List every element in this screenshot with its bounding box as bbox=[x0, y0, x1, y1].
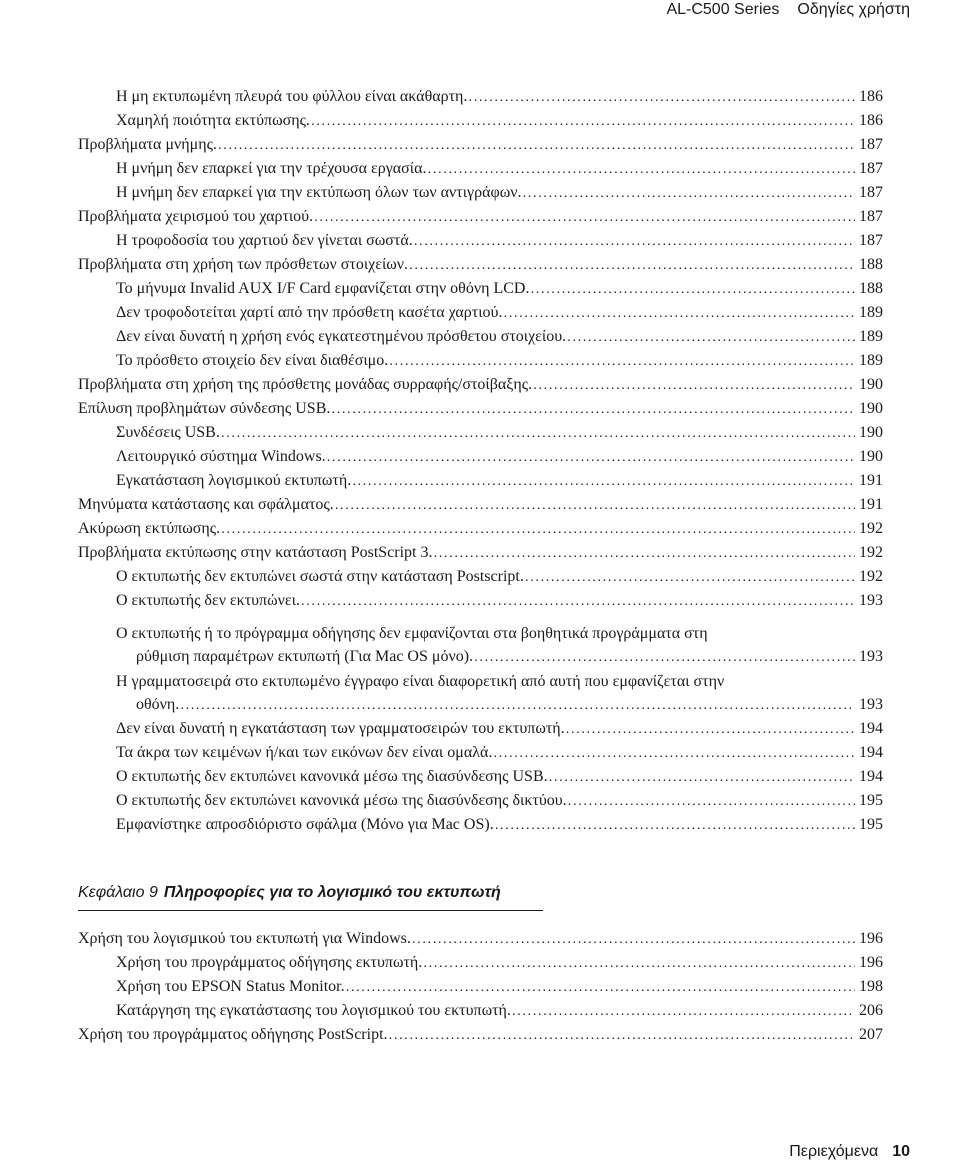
footer-section: Περιεχόμενα bbox=[789, 1143, 879, 1160]
toc-entry-text: Η μη εκτυπωμένη πλευρά του φύλλου είναι ακάθαρτη. bbox=[116, 88, 468, 105]
toc-leader bbox=[532, 376, 855, 392]
toc-entry-page: 188 bbox=[859, 280, 883, 297]
chapter-title: Πληροφορίες για το λογισμικό του εκτυπωτή bbox=[163, 884, 501, 901]
toc-leader bbox=[492, 744, 855, 760]
toc-entry-page: 192 bbox=[859, 520, 883, 537]
toc-entry[interactable] bbox=[78, 930, 883, 948]
page-footer bbox=[789, 1143, 910, 1161]
toc-entry[interactable] bbox=[116, 280, 883, 298]
toc-entry[interactable] bbox=[116, 424, 883, 442]
toc-entry-page: 190 bbox=[859, 424, 883, 441]
toc-leader bbox=[467, 88, 855, 104]
toc-entry[interactable] bbox=[116, 1002, 883, 1020]
toc-entry-page: 187 bbox=[859, 232, 883, 249]
toc-leader bbox=[351, 472, 855, 488]
toc-entry-page: 187 bbox=[859, 184, 883, 201]
toc-leader bbox=[433, 544, 856, 560]
toc-entry[interactable] bbox=[136, 696, 883, 714]
toc-entry-page: 187 bbox=[859, 136, 883, 153]
toc-entry-text: οθόνη. bbox=[136, 696, 180, 713]
header-text bbox=[666, 1, 910, 19]
toc-entry[interactable] bbox=[78, 1026, 883, 1044]
toc-entry[interactable] bbox=[116, 88, 883, 106]
toc-entry-text: Η μνήμη δεν επαρκεί για την τρέχουσα εργασία. bbox=[116, 160, 427, 177]
toc-entry-text: Λειτουργικό σύστημα Windows. bbox=[116, 448, 326, 465]
toc-entry-page: 194 bbox=[859, 720, 883, 737]
toc-entry-text: Προβλήματα χειρισμού του χαρτιού. bbox=[78, 208, 314, 225]
toc-entry-text: Συνδέσεις USB. bbox=[116, 424, 220, 441]
toc-entry-text: Εμφανίστηκε απροσδιόριστο σφάλμα (Μόνο για Mac OS). bbox=[116, 816, 494, 833]
toc-entry-text: Προβλήματα στη χρήση της πρόσθετης μονάδας συρραφής/στοίβαξης. bbox=[78, 376, 533, 393]
toc-entry-text: Η μνήμη δεν επαρκεί για την εκτύπωση όλων των αντιγράφων. bbox=[116, 184, 522, 201]
toc-leader bbox=[310, 112, 855, 128]
toc-entry[interactable] bbox=[116, 792, 883, 810]
toc-entry[interactable] bbox=[116, 184, 883, 202]
toc-entry-page: 195 bbox=[859, 816, 883, 833]
toc-entry[interactable] bbox=[116, 978, 883, 996]
toc-leader bbox=[524, 568, 855, 584]
toc-leader bbox=[411, 930, 855, 946]
toc-entry-text-line1[interactable]: Ο εκτυπωτής ή το πρόγραμμα οδήγησης δεν εμφανίζονται στα βοηθητικά προγράμματα στη bbox=[116, 625, 708, 642]
toc-entry-text: Δεν είναι δυνατή η χρήση ενός εγκατεστημένου πρόσθετου στοιχείου. bbox=[116, 328, 567, 345]
toc-entry-text: Χρήση του EPSON Status Monitor. bbox=[116, 978, 345, 995]
toc-entry-page: 189 bbox=[859, 352, 883, 369]
toc-leader bbox=[220, 520, 855, 536]
toc-entry-page: 189 bbox=[859, 304, 883, 321]
toc-entry-text: Ο εκτυπωτής δεν εκτυπώνει. bbox=[116, 592, 300, 609]
toc-entry[interactable] bbox=[116, 448, 883, 466]
toc-leader bbox=[388, 1026, 855, 1042]
toc-entry-page: 193 bbox=[859, 648, 883, 665]
toc-leader bbox=[334, 496, 855, 512]
toc-entry[interactable] bbox=[136, 648, 883, 666]
toc-entry-text: Προβλήματα στη χρήση των πρόσθετων στοιχείων. bbox=[78, 256, 409, 273]
toc-leader bbox=[529, 280, 855, 296]
toc-entry-page: 191 bbox=[859, 496, 883, 513]
toc-entry[interactable] bbox=[116, 160, 883, 178]
toc-leader bbox=[422, 954, 855, 970]
toc-entry-page: 194 bbox=[859, 744, 883, 761]
toc-entry[interactable] bbox=[116, 352, 883, 370]
toc-entry[interactable] bbox=[116, 592, 883, 610]
toc-entry-text: Ο εκτυπωτής δεν εκτυπώνει κανονικά μέσω της διασύνδεσης USB. bbox=[116, 768, 548, 785]
toc-leader bbox=[300, 592, 855, 608]
toc-leader bbox=[565, 720, 855, 736]
toc-entry-text: Εγκατάσταση λογισμικού εκτυπωτή. bbox=[116, 472, 352, 489]
toc-leader bbox=[473, 648, 855, 664]
toc-entry-page: 187 bbox=[859, 160, 883, 177]
toc-entry-page: 187 bbox=[859, 208, 883, 225]
toc-entry[interactable] bbox=[78, 256, 883, 274]
toc-leader bbox=[388, 352, 855, 368]
toc-entry-page: 186 bbox=[859, 112, 883, 129]
toc-entry-text: Προβλήματα μνήμης. bbox=[78, 136, 217, 153]
toc-entry[interactable] bbox=[78, 400, 883, 418]
toc-entry-text: Επίλυση προβλημάτων σύνδεσης USB. bbox=[78, 400, 331, 417]
toc-entry-text: Το πρόσθετο στοιχείο δεν είναι διαθέσιμο. bbox=[116, 352, 389, 369]
toc-entry-page: 192 bbox=[859, 544, 883, 561]
toc-entry[interactable] bbox=[116, 112, 883, 130]
toc-entry[interactable] bbox=[116, 304, 883, 322]
toc-entry-text: Χρήση του προγράμματος οδήγησης εκτυπωτή. bbox=[116, 954, 423, 971]
toc-leader bbox=[521, 184, 855, 200]
toc-entry-text: Ακύρωση εκτύπωσης. bbox=[78, 520, 221, 537]
page-header bbox=[0, 0, 960, 22]
toc-entry[interactable] bbox=[116, 816, 883, 834]
toc-entry[interactable] bbox=[78, 520, 883, 538]
toc-entry-text: Μηνύματα κατάστασης και σφάλματος. bbox=[78, 496, 334, 513]
toc-entry-page: 194 bbox=[859, 768, 883, 785]
toc-entry-text: Το μήνυμα Invalid AUX I/F Card εμφανίζεται στην οθόνη LCD. bbox=[116, 280, 530, 297]
toc-leader bbox=[494, 816, 855, 832]
toc-leader bbox=[566, 328, 855, 344]
toc-entry[interactable] bbox=[116, 328, 883, 346]
toc-leader bbox=[220, 424, 855, 440]
toc-entry-page: 188 bbox=[859, 256, 883, 273]
toc-entry-text: Δεν είναι δυνατή η εγκατάσταση των γραμματοσειρών του εκτυπωτή. bbox=[116, 720, 565, 737]
toc-leader bbox=[548, 768, 855, 784]
toc-entry[interactable] bbox=[116, 472, 883, 490]
toc-entry[interactable] bbox=[116, 568, 883, 586]
toc-entry[interactable] bbox=[78, 376, 883, 394]
toc-entry[interactable] bbox=[78, 496, 883, 514]
toc-entry[interactable] bbox=[116, 232, 883, 250]
toc-leader bbox=[427, 160, 856, 176]
toc-entry-page: 190 bbox=[859, 376, 883, 393]
toc-entry-text: Τα άκρα των κειμένων ή/και των εικόνων δεν είναι ομαλά. bbox=[116, 744, 493, 761]
toc-entry-page: 190 bbox=[859, 400, 883, 417]
toc-entry-page: 189 bbox=[859, 328, 883, 345]
chapter-heading[interactable] bbox=[78, 884, 543, 911]
toc-entry-text: Η τροφοδοσία του χαρτιού δεν γίνεται σωστά. bbox=[116, 232, 413, 249]
toc-entry[interactable] bbox=[78, 208, 883, 226]
toc-entry-page: 192 bbox=[859, 568, 883, 585]
toc-leader bbox=[413, 232, 855, 248]
toc-entry-page: 196 bbox=[859, 930, 883, 947]
toc-entry-page: 207 bbox=[859, 1026, 883, 1043]
toc-entry-page: 193 bbox=[859, 696, 883, 713]
toc-leader bbox=[511, 1002, 855, 1018]
chapter-label: Κεφάλαιο 9 bbox=[78, 884, 158, 901]
toc-entry-text: Προβλήματα εκτύπωσης στην κατάσταση PostScript 3. bbox=[78, 544, 433, 561]
toc-leader bbox=[345, 978, 855, 994]
toc-entry-page: 195 bbox=[859, 792, 883, 809]
toc-entry-text: Ο εκτυπωτής δεν εκτυπώνει κανονικά μέσω της διασύνδεσης δικτύου. bbox=[116, 792, 567, 809]
toc-entry[interactable] bbox=[116, 720, 883, 738]
toc-leader bbox=[408, 256, 855, 272]
header-product: AL-C500 Series bbox=[666, 1, 780, 18]
toc-entry-text: Χρήση του λογισμικού του εκτυπωτή για Windows. bbox=[78, 930, 411, 947]
toc-leader bbox=[326, 448, 855, 464]
toc-entry-page: 186 bbox=[859, 88, 883, 105]
footer-page-number: 10 bbox=[892, 1143, 910, 1160]
toc-entry-page: 193 bbox=[859, 592, 883, 609]
toc-leader bbox=[330, 400, 855, 416]
toc-entry[interactable] bbox=[116, 744, 883, 762]
toc-leader bbox=[217, 136, 855, 152]
toc-entry-page: 190 bbox=[859, 448, 883, 465]
toc-leader bbox=[313, 208, 855, 224]
toc-leader bbox=[502, 304, 855, 320]
toc-entry-text-line1[interactable]: Η γραμματοσειρά στο εκτυπωμένο έγγραφο είναι διαφορετική από αυτή που εμφανίζεται στην bbox=[116, 673, 725, 690]
toc-entry-text: Χρήση του προγράμματος οδήγησης PostScript. bbox=[78, 1026, 388, 1043]
toc-leader bbox=[567, 792, 855, 808]
toc-entry-text: Χαμηλή ποιότητα εκτύπωσης. bbox=[116, 112, 310, 129]
toc-entry-text: Ο εκτυπωτής δεν εκτυπώνει σωστά στην κατάσταση Postscript. bbox=[116, 568, 524, 585]
toc-entry[interactable] bbox=[116, 768, 883, 786]
header-guide: Οδηγίες χρήστη bbox=[797, 1, 910, 18]
toc-entry-text: Κατάργηση της εγκατάστασης του λογισμικού του εκτυπωτή. bbox=[116, 1002, 511, 1019]
toc-entry-text: ρύθμιση παραμέτρων εκτυπωτή (Για Mac OS μόνο). bbox=[136, 648, 474, 665]
toc-entry[interactable] bbox=[78, 544, 883, 562]
toc-entry-page: 196 bbox=[859, 954, 883, 971]
toc-entry-page: 198 bbox=[859, 978, 883, 995]
toc-entry-page: 206 bbox=[859, 1002, 883, 1019]
toc-entry[interactable] bbox=[116, 954, 883, 972]
toc-leader bbox=[179, 696, 855, 712]
toc-entry-page: 191 bbox=[859, 472, 883, 489]
toc-entry-text: Δεν τροφοδοτείται χαρτί από την πρόσθετη κασέτα χαρτιού. bbox=[116, 304, 503, 321]
toc-entry[interactable] bbox=[78, 136, 883, 154]
